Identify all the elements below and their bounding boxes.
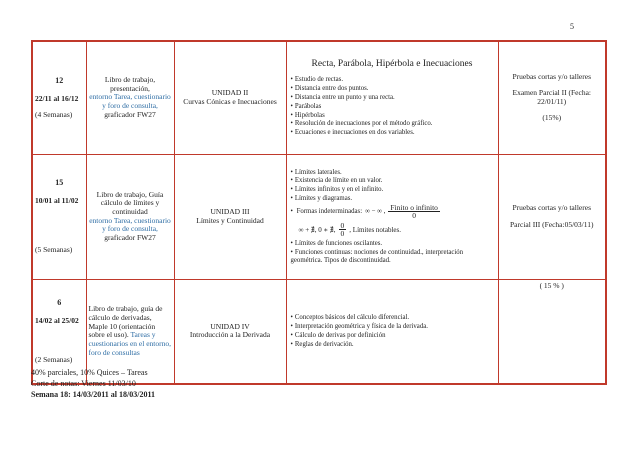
list-item: • Parábolas xyxy=(291,103,496,111)
list-item: • Límites y diagramas. xyxy=(291,195,496,203)
content-cell xyxy=(286,279,498,384)
evaluation-exam: Examen Parcial II (Fecha: 22/01/11) xyxy=(512,88,591,106)
evaluation-exam: Parcial III (Fecha:05/03/11) xyxy=(510,219,594,229)
formula-text: ∞ − ∞ , xyxy=(365,208,386,215)
week-range: 22/11 al 16/12 xyxy=(35,93,79,103)
unit-title: UNIDAD II xyxy=(211,88,249,98)
resources-link-text: entorno Tarea, cuestionario y foro de consulta, xyxy=(89,92,171,111)
list-item: • Interpretación geométrica y física de la derivada. xyxy=(291,323,496,331)
list-item: • Distancia entre dos puntos. xyxy=(291,85,496,93)
evaluation-cell xyxy=(498,41,606,154)
list-item: • Resolución de inecuaciones por el método gráfico. xyxy=(291,120,496,128)
content-cell xyxy=(286,154,498,279)
evaluation-weight: ( 15 % ) xyxy=(539,280,564,290)
list-item: • Existencia de límite en un valor. xyxy=(291,177,496,185)
list-item: • Hipérbolas xyxy=(291,112,496,120)
formula-line xyxy=(299,222,496,238)
table-row xyxy=(32,154,606,279)
list-item: • Funciones continuas: nociones de continuidad., interpretación geométrica. Tipos de discontinuidad. xyxy=(291,249,496,265)
list-item xyxy=(291,204,496,220)
footer-cutoff: Corte de notas: Viernes 11/03/10 xyxy=(31,378,136,388)
evaluation-quizzes: Pruebas cortas y/o talleres xyxy=(512,71,591,81)
fraction-numerator: Finito o infinito xyxy=(390,202,438,212)
list-item: • Límites de funciones oscilantes. xyxy=(291,240,496,248)
list-item: • Distancia entre un punto y una recta. xyxy=(291,94,496,102)
content-list xyxy=(289,169,496,220)
content-list xyxy=(289,314,496,348)
table-row xyxy=(32,41,606,154)
list-item: • Límites laterales. xyxy=(291,169,496,177)
footer-notes xyxy=(31,368,155,400)
zero-fraction xyxy=(339,222,347,238)
evaluation-cell xyxy=(498,279,606,384)
evaluation-weight: (15%) xyxy=(542,113,562,123)
footer-weights: 40% parciales, 10% Quices – Tareas xyxy=(31,368,148,377)
week-count: 6 xyxy=(57,298,62,308)
resources-text: Libro de trabajo, Guía cálculo de límites y continuidad xyxy=(96,189,164,216)
week-count: 15 xyxy=(55,178,64,188)
week-duration: (2 Semanas) xyxy=(35,354,73,364)
resources-link-text: Tareas y cuestionarios en el entorno, foro de consultas xyxy=(88,330,171,357)
week-range: 10/01 al 11/02 xyxy=(35,196,79,206)
week-range: 14/02 al 25/02 xyxy=(35,316,79,326)
formula-ops: ∞ + ∄, 0 ∗ ∄, xyxy=(298,225,336,234)
content-heading: Recta, Parábola, Hipérbola e Inecuaciones xyxy=(311,59,473,70)
resources-link-text: entorno Tarea, cuestionario y foro de consulta, xyxy=(89,215,171,234)
formula-label: • Formas indeterminadas: xyxy=(296,208,363,215)
evaluation-quizzes: Pruebas cortas y/o talleres xyxy=(512,202,591,212)
indeterminate-forms xyxy=(297,204,440,220)
list-item: • Cálculo de derivas por definición xyxy=(291,332,496,340)
footer-week: Semana 18: 14/03/2011 al 18/03/2011 xyxy=(31,389,156,399)
content-list xyxy=(289,76,496,137)
unit-title: UNIDAD IV xyxy=(210,321,250,331)
list-item: • Límites infinitos y en el infinito. xyxy=(291,186,496,194)
unit-cell xyxy=(174,41,286,154)
page-number: 5 xyxy=(570,22,574,31)
formula-fraction xyxy=(388,204,440,220)
week-cell xyxy=(32,41,86,154)
list-item: • Reglas de derivación. xyxy=(291,341,496,349)
unit-cell xyxy=(174,279,286,384)
unit-name: Límites y Continuidad xyxy=(196,215,264,225)
resources-text: Libro de trabajo, guía de cálculo de derivadas, Maple 10 (orientación sobre el uso). xyxy=(88,304,163,340)
unit-title: UNIDAD III xyxy=(210,206,250,216)
resources-tail: graficador FW27 xyxy=(104,232,156,242)
week-duration: (4 Semanas) xyxy=(35,110,73,120)
unit-cell xyxy=(174,154,286,279)
resources-tail: graficador FW27 xyxy=(104,109,156,119)
zero-denominator: 0 xyxy=(340,229,345,239)
content-cell xyxy=(286,41,498,154)
resources-text: Libro de trabajo, presentación, xyxy=(104,75,156,93)
list-item: • Ecuaciones e inecuaciones en dos variables. xyxy=(291,129,496,137)
week-cell xyxy=(32,154,86,279)
course-plan-table xyxy=(31,40,607,385)
fraction-denominator: 0 xyxy=(412,211,417,221)
resources-cell xyxy=(86,41,174,154)
resources-cell xyxy=(86,154,174,279)
content-list xyxy=(289,240,496,264)
week-duration: (5 Semanas) xyxy=(35,245,73,255)
unit-name: Introducción a la Derivada xyxy=(189,330,271,340)
list-item: • Conceptos básicos del cálculo diferencial. xyxy=(291,314,496,322)
zero-numerator: 0 xyxy=(340,220,345,230)
formula-tail: , Límites notables. xyxy=(349,225,402,234)
week-count: 12 xyxy=(55,75,64,85)
list-item: • Estudio de rectas. xyxy=(291,76,496,84)
unit-name: Curvas Cónicas e Inecuaciones xyxy=(183,96,277,106)
evaluation-cell xyxy=(498,154,606,279)
